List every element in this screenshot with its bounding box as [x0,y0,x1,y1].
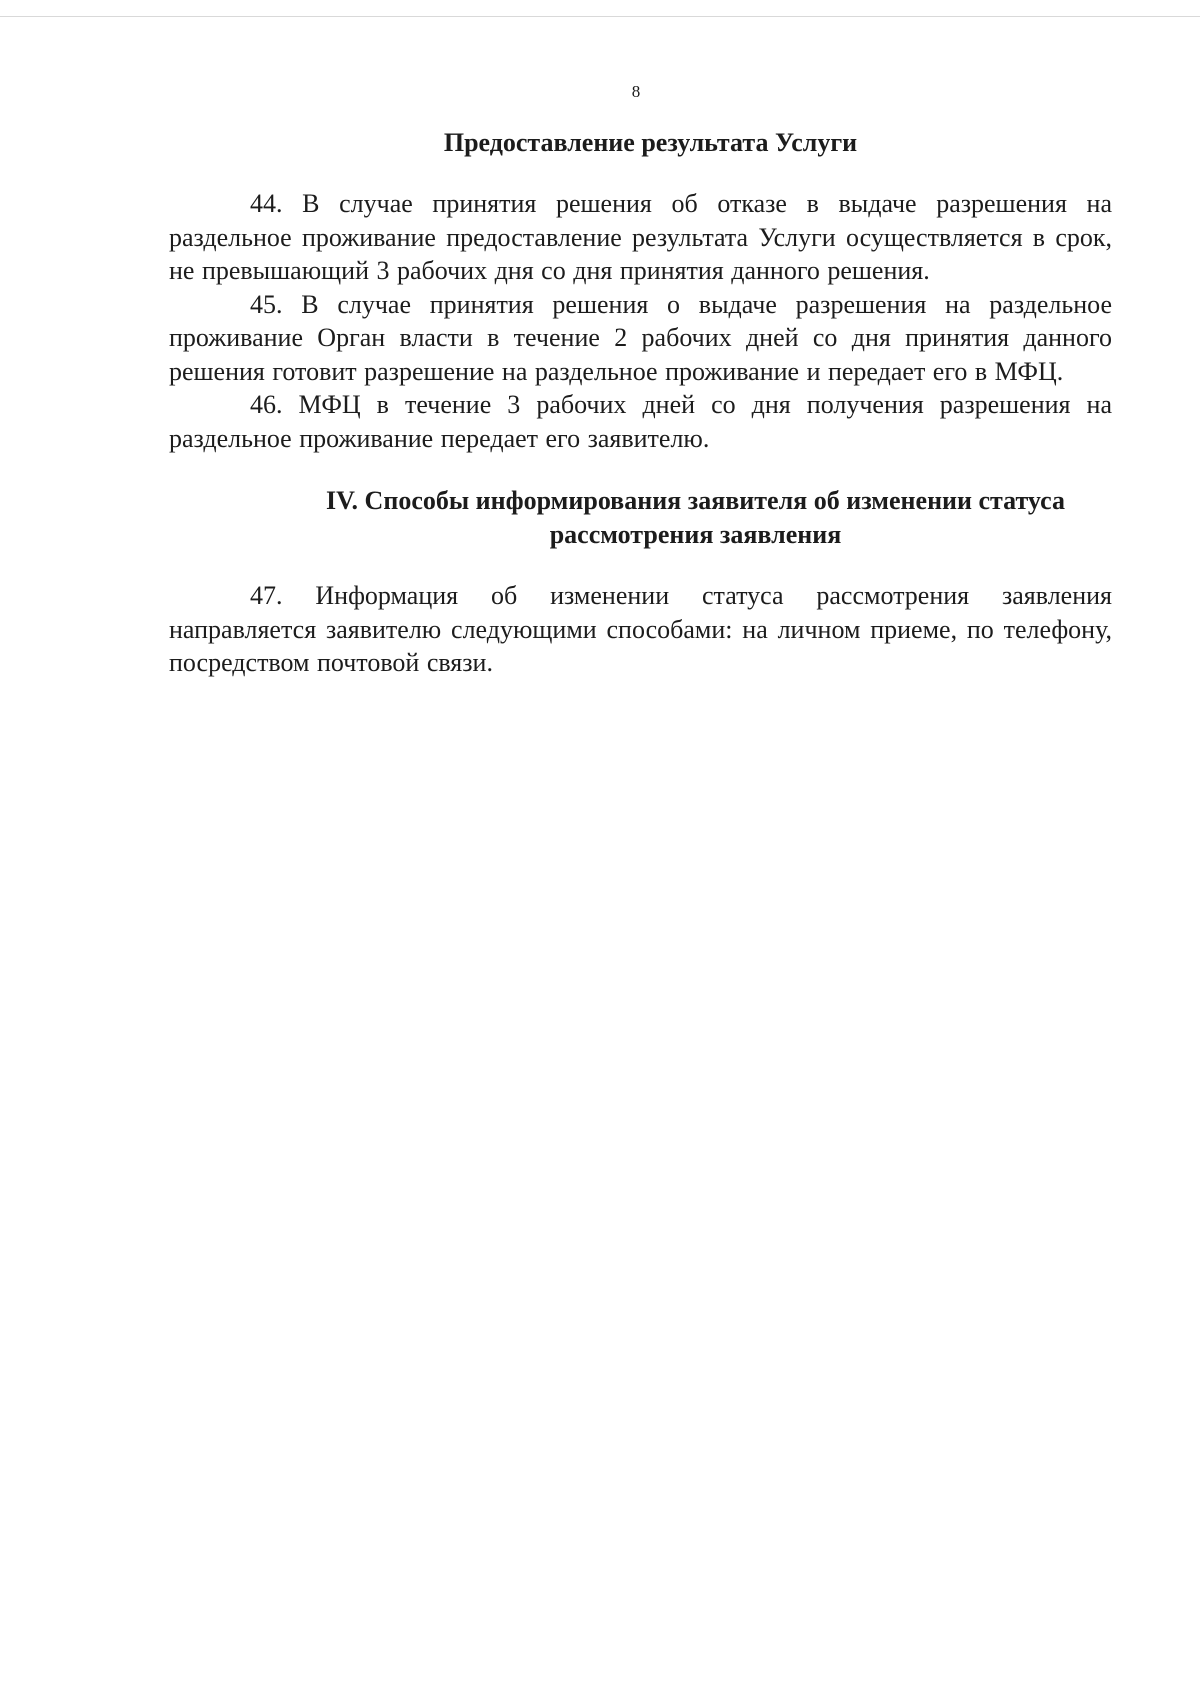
scan-top-edge [0,16,1200,17]
section-heading-informing-line2: рассмотрения заявления [549,520,842,549]
paragraph-47: 47. Информация об изменении статуса рассмотрения заявления направляется заявителю следующими способами: на личном приеме, по телефону, посредством почтовой связи. [169,581,1112,677]
paragraph-44: 44. В случае принятия решения об отказе в выдаче разрешения на раздельное проживание предоставление результата Услуги осуществляется в срок, не превышающий 3 рабочих дня со дня принятия данного решения. [169,189,1112,285]
paragraph-45: 45. В случае принятия решения о выдаче разрешения на раздельное проживание Орган власти в течение 2 рабочих дней со дня принятия данного решения готовит разрешение на раздельное проживание и передает его в МФЦ. [169,289,1112,386]
section-heading-informing-line1: IV. Способы информирования заявителя об изменении статуса [326,486,1065,515]
section-heading-informing [169,484,1112,552]
document-body [169,126,1112,680]
page-number: 8 [631,82,641,101]
paragraph-46: 46. МФЦ в течение 3 рабочих дней со дня получения разрешения на раздельное проживание передает его заявителю. [169,390,1112,453]
section-heading-result: Предоставление результата Услуги [443,128,858,157]
